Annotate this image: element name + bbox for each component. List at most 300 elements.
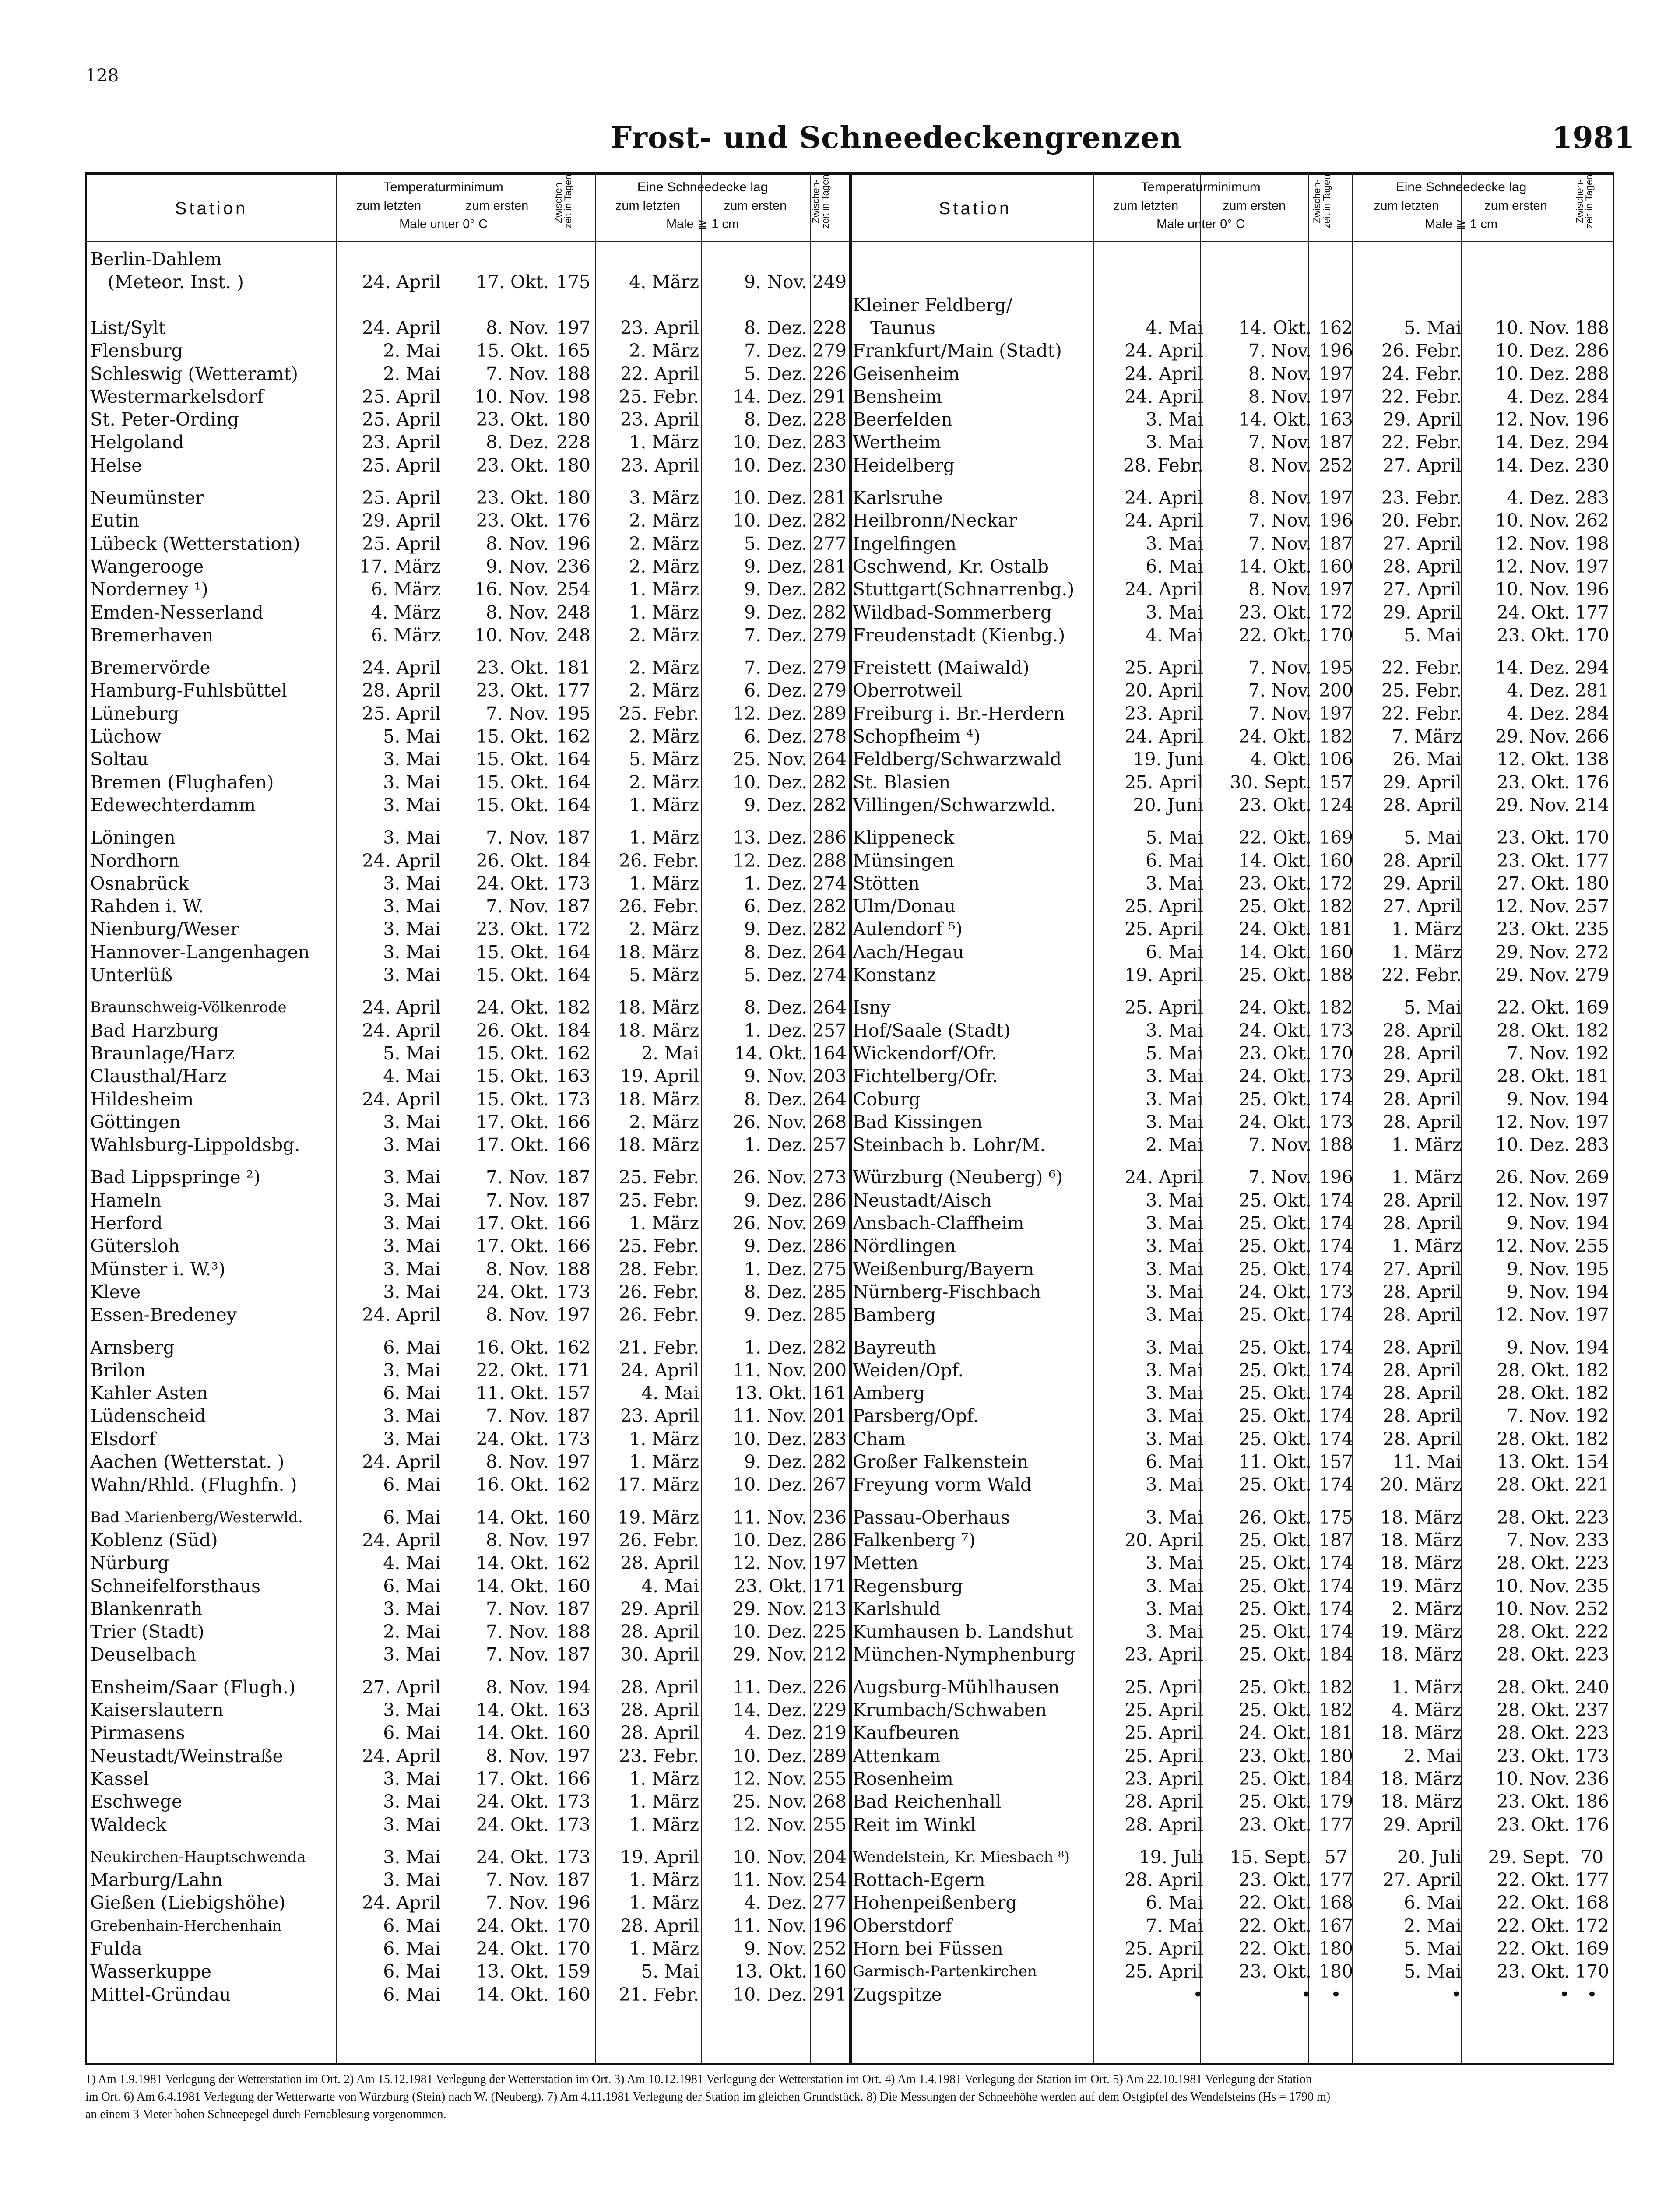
cell-y: 225 <box>812 1621 847 1643</box>
cell-a: 3. Mai <box>1146 1020 1203 1041</box>
station-name: Berlin-Dahlem <box>90 249 222 270</box>
footnotes <box>85 2071 1614 2123</box>
cell-y: 176 <box>1575 1814 1610 1835</box>
cell-c: 30. April <box>620 1644 699 1665</box>
cell-d: 11. Dez. <box>732 1676 807 1698</box>
cell-a: 3. Mai <box>383 1768 441 1789</box>
station-name: Freiburg i. Br.-Herdern <box>853 703 1065 724</box>
cell-y: 279 <box>812 657 847 679</box>
cell-z: 160 <box>1318 850 1353 871</box>
cell-c: 2. März <box>629 556 699 577</box>
cell-b: 8. Nov. <box>1248 386 1311 407</box>
station-name: Metten <box>853 1552 918 1574</box>
cell-a: 6. Mai <box>383 1575 441 1597</box>
cell-b: 24. Okt. <box>476 1814 549 1835</box>
cell-z: 166 <box>556 1111 591 1133</box>
cell-a: 25. April <box>1125 657 1203 679</box>
cell-z: 173 <box>556 1791 591 1812</box>
cell-a: 25. April <box>1125 1676 1203 1698</box>
cell-z: 172 <box>1318 602 1353 623</box>
cell-b: 17. Okt. <box>476 1235 549 1257</box>
station-name: St. Peter-Ording <box>90 409 239 430</box>
cell-d: 12. Nov. <box>1495 1111 1570 1133</box>
station-name: Kahler Asten <box>90 1383 208 1404</box>
cell-y: 170 <box>1575 1961 1610 1982</box>
cell-a: 4. Mai <box>1146 317 1203 338</box>
cell-c: 27. April <box>1383 533 1462 554</box>
cell-y: 257 <box>812 1020 847 1041</box>
cell-c: 1. März <box>629 1892 699 1914</box>
cell-b: 7. Nov. <box>1248 657 1311 679</box>
cell-a: 25. April <box>362 409 441 430</box>
cell-b: 7. Nov. <box>485 1190 549 1211</box>
cell-y: 223 <box>1575 1644 1610 1665</box>
station-name: Marburg/Lahn <box>90 1869 223 1891</box>
cell-a: 25. April <box>1125 1938 1203 1959</box>
cell-c: 1. März <box>629 579 699 600</box>
cell-z: 181 <box>1318 919 1353 940</box>
cell-d: 29. Nov. <box>1495 726 1570 747</box>
cell-a: 7. Mai <box>1146 1915 1203 1936</box>
cell-a: 25. April <box>362 386 441 407</box>
cell-z: 187 <box>556 1190 591 1211</box>
cell-z: 174 <box>1318 1190 1353 1211</box>
station-name: Fichtelberg/Ofr. <box>853 1066 998 1087</box>
cell-y: 194 <box>1575 1088 1610 1110</box>
cell-c: 29. April <box>1383 873 1462 894</box>
cell-d: 23. Okt. <box>1497 1814 1570 1835</box>
cell-z: 170 <box>1318 1042 1353 1064</box>
cell-a: 25. April <box>1125 771 1203 793</box>
cell-z: 197 <box>556 1529 591 1551</box>
cell-a: 6. Mai <box>1146 556 1203 577</box>
cell-d: 12. Okt. <box>1497 749 1570 770</box>
cell-c: 2. Mai <box>641 1042 699 1064</box>
cell-b: 7. Nov. <box>485 1621 549 1643</box>
cell-a: 24. April <box>362 997 441 1018</box>
cell-y: 214 <box>1575 794 1610 816</box>
cell-d: 7. Dez. <box>744 340 807 362</box>
cell-y: 197 <box>1575 556 1610 577</box>
station-name: Stuttgart(Schnarrenbg.) <box>853 579 1075 600</box>
cell-d: 23. Okt. <box>1497 919 1570 940</box>
cell-a: 3. Mai <box>383 1869 441 1891</box>
cell-b: 23. Okt. <box>1238 1961 1311 1982</box>
cell-z: 187 <box>1318 432 1353 453</box>
station-name: Ulm/Donau <box>853 896 956 917</box>
cell-b: 15. Okt. <box>476 1088 549 1110</box>
cell-a: 24. April <box>1125 487 1203 508</box>
cell-d: 9. Dez. <box>744 919 807 940</box>
cell-a: 6. Mai <box>383 1474 441 1496</box>
cell-a: 20. April <box>1125 680 1203 701</box>
cell-y: 286 <box>812 1529 847 1551</box>
cell-a: 3. Mai <box>1146 1235 1203 1257</box>
cell-y: 282 <box>812 510 847 531</box>
cell-d: 28. Okt. <box>1497 1359 1570 1381</box>
cell-y: 160 <box>812 1961 847 1982</box>
cell-a: 19. Juni <box>1133 749 1203 770</box>
cell-b: 7. Nov. <box>1248 703 1311 724</box>
cell-z: 254 <box>556 579 591 600</box>
cell-y: 182 <box>1575 1020 1610 1041</box>
cell-a: 3. Mai <box>383 1111 441 1133</box>
cell-d: 8. Dez. <box>744 1088 807 1110</box>
cell-d: 9. Nov. <box>744 271 807 293</box>
cell-c: • <box>1451 1984 1462 2005</box>
cell-y: 219 <box>812 1722 847 1744</box>
cell-c: 3. März <box>629 487 699 508</box>
cell-a: 3. Mai <box>383 1359 441 1381</box>
station-name: Taunus <box>870 317 935 338</box>
cell-z: 172 <box>556 919 591 940</box>
cell-d: 9. Nov. <box>1506 1213 1570 1234</box>
station-name: Hildesheim <box>90 1088 194 1110</box>
cell-a: 3. Mai <box>383 771 441 793</box>
cell-d: 10. Dez. <box>732 1621 807 1643</box>
cell-d: 1. Dez. <box>744 873 807 894</box>
cell-y: 279 <box>812 680 847 701</box>
cell-a: 3. Mai <box>1146 1474 1203 1496</box>
cell-y: • <box>1586 1984 1598 2005</box>
cell-a: 6. Mai <box>383 1915 441 1936</box>
cell-y: 255 <box>1575 1235 1610 1257</box>
cell-c: 27. April <box>1383 896 1462 917</box>
cell-d: 23. Okt. <box>1497 771 1570 793</box>
cell-c: 20. Febr. <box>1381 510 1462 531</box>
cell-b: 24. Okt. <box>1238 1722 1311 1744</box>
cell-d: 10. Nov. <box>1495 1768 1570 1789</box>
cell-z: 174 <box>1318 1598 1353 1619</box>
cell-d: 7. Nov. <box>1506 1529 1570 1551</box>
cell-y: 195 <box>1575 1258 1610 1280</box>
cell-a: 2. Mai <box>383 340 441 362</box>
cell-z: 162 <box>556 1552 591 1574</box>
cell-y: 200 <box>812 1359 847 1381</box>
cell-y: 226 <box>812 363 847 384</box>
cell-c: 1. März <box>629 794 699 816</box>
cell-a: 4. Mai <box>383 1552 441 1574</box>
cell-y: 228 <box>812 317 847 338</box>
station-name: Eutin <box>90 510 140 531</box>
cell-y: 169 <box>1575 997 1610 1018</box>
cell-z: 197 <box>1318 386 1353 407</box>
cell-a: 6. Mai <box>383 1984 441 2005</box>
cell-d: • <box>1559 1984 1570 2005</box>
cell-z: 187 <box>556 827 591 848</box>
cell-b: 7. Nov. <box>485 703 549 724</box>
cell-a: 19. Juli <box>1139 1846 1203 1868</box>
cell-a: 3. Mai <box>383 749 441 770</box>
station-name: Lübeck (Wetterstation) <box>90 533 300 554</box>
cell-a: 24. April <box>362 1529 441 1551</box>
cell-y: 237 <box>1575 1700 1610 1721</box>
cell-d: 26. Nov. <box>1495 1167 1570 1188</box>
station-name: Bensheim <box>853 386 942 407</box>
cell-c: 2. März <box>629 533 699 554</box>
cell-z: 198 <box>556 386 591 407</box>
cell-c: 23. April <box>620 317 699 338</box>
station-name: Westermarkelsdorf <box>90 386 264 407</box>
cell-b: 14. Okt. <box>1238 317 1311 338</box>
cell-z: 187 <box>1318 1529 1353 1551</box>
cell-b: 24. Okt. <box>1238 919 1311 940</box>
cell-z: 182 <box>1318 997 1353 1018</box>
cell-z: • <box>1330 1984 1342 2005</box>
cell-d: 14. Dez. <box>1495 432 1570 453</box>
cell-y: 223 <box>1575 1552 1610 1574</box>
cell-z: 177 <box>1318 1814 1353 1835</box>
cell-a: 4. März <box>371 602 441 623</box>
cell-a: 3. Mai <box>383 873 441 894</box>
cell-b: 14. Okt. <box>1238 409 1311 430</box>
header-temp-group-right: Temperaturminimum <box>1141 180 1261 194</box>
cell-c: 22. April <box>620 363 699 384</box>
cell-b: 22. Okt. <box>1238 827 1311 848</box>
cell-d: 25. Nov. <box>732 1791 807 1812</box>
header-snow-sub-left: Male ≧ 1 cm <box>666 217 739 231</box>
cell-z: 174 <box>1318 1088 1353 1110</box>
cell-z: 187 <box>556 1167 591 1188</box>
cell-b: 23. Okt. <box>1238 873 1311 894</box>
station-name: Kleiner Feldberg/ <box>853 294 1012 316</box>
cell-b: 25. Okt. <box>1238 1213 1311 1234</box>
cell-d: 10. Nov. <box>1495 579 1570 600</box>
cell-b: 14. Okt. <box>1238 941 1311 963</box>
cell-c: 5. Mai <box>1404 827 1462 848</box>
cell-a: 28. April <box>1125 1814 1203 1835</box>
cell-c: 29. April <box>1383 771 1462 793</box>
cell-d: 28. Okt. <box>1497 1020 1570 1041</box>
cell-a: 3. Mai <box>1146 1337 1203 1358</box>
cell-y: 249 <box>812 271 847 293</box>
cell-b: 7. Nov. <box>1248 432 1311 453</box>
cell-y: 226 <box>812 1676 847 1698</box>
cell-a: 24. April <box>1125 579 1203 600</box>
cell-b: 8. Nov. <box>485 317 549 338</box>
cell-d: 10. Dez. <box>732 432 807 453</box>
cell-c: 27. April <box>1383 1869 1462 1891</box>
station-name: Heidelberg <box>853 454 955 476</box>
cell-y: 277 <box>812 533 847 554</box>
cell-z: 162 <box>556 1042 591 1064</box>
cell-b: 4. Okt. <box>1250 749 1311 770</box>
station-name: Reit im Winkl <box>853 1814 976 1835</box>
cell-a: 3. Mai <box>383 1258 441 1280</box>
cell-y: 285 <box>812 1281 847 1302</box>
cell-b: 15. Okt. <box>476 794 549 816</box>
cell-d: 27. Okt. <box>1497 873 1570 894</box>
cell-d: 28. Okt. <box>1497 1621 1570 1643</box>
cell-y: 269 <box>812 1213 847 1234</box>
cell-z: 162 <box>556 1337 591 1358</box>
cell-z: 248 <box>556 602 591 623</box>
cell-a: 24. April <box>362 271 441 293</box>
cell-a: 3. Mai <box>383 1213 441 1234</box>
cell-a: 6. Mai <box>1146 1451 1203 1472</box>
cell-d: 22. Okt. <box>1497 1938 1570 1959</box>
cell-d: 23. Okt. <box>734 1575 807 1597</box>
cell-d: 13. Okt. <box>734 1383 807 1404</box>
cell-y: 257 <box>1575 896 1610 917</box>
cell-d: 26. Nov. <box>732 1167 807 1188</box>
cell-y: 169 <box>1575 1938 1610 1959</box>
cell-y: 255 <box>812 1768 847 1789</box>
cell-z: 195 <box>1318 657 1353 679</box>
cell-z: 166 <box>556 1768 591 1789</box>
cell-z: 173 <box>1318 1281 1353 1302</box>
cell-z: 164 <box>556 771 591 793</box>
station-name: Norderney ¹) <box>90 579 208 600</box>
header-temp-last-left: zum letzten <box>356 199 422 213</box>
cell-c: 18. März <box>618 1134 699 1156</box>
station-name: Schopfheim ⁴) <box>853 726 981 747</box>
station-name: Bremervörde <box>90 657 211 679</box>
cell-c: 1. März <box>629 1791 699 1812</box>
cell-b: 8. Nov. <box>485 1745 549 1767</box>
cell-z: 197 <box>1318 703 1353 724</box>
cell-z: 167 <box>1318 1915 1353 1936</box>
cell-b: 9. Nov. <box>485 556 549 577</box>
cell-b: 7. Nov. <box>485 363 549 384</box>
cell-y: 233 <box>1575 1529 1610 1551</box>
data-table <box>85 172 1614 2065</box>
cell-b: 30. Sept. <box>1230 771 1311 793</box>
cell-b: 26. Okt. <box>476 850 549 871</box>
station-name: Kaiserslautern <box>90 1700 224 1721</box>
cell-c: 26. Febr. <box>1381 340 1462 362</box>
cell-d: 9. Dez. <box>744 1451 807 1472</box>
cell-d: 28. Okt. <box>1497 1700 1570 1721</box>
cell-y: 192 <box>1575 1042 1610 1064</box>
station-name: Bad Reichenhall <box>853 1791 1002 1812</box>
cell-c: 25. Febr. <box>619 386 699 407</box>
cell-c: 18. März <box>1380 1791 1462 1812</box>
cell-c: 5. Mai <box>1404 317 1462 338</box>
cell-b: 7. Nov. <box>1248 680 1311 701</box>
cell-c: 1. März <box>1392 1134 1462 1156</box>
station-name: Nordhorn <box>90 850 179 871</box>
cell-b: 11. Okt. <box>476 1383 549 1404</box>
cell-y: 282 <box>812 919 847 940</box>
cell-y: 284 <box>1575 703 1610 724</box>
cell-a: 4. Mai <box>1146 624 1203 646</box>
station-name: Münsingen <box>853 850 955 871</box>
cell-y: 222 <box>1575 1621 1610 1643</box>
station-name: Frankfurt/Main (Stadt) <box>853 340 1062 362</box>
cell-b: 14. Okt. <box>476 1552 549 1574</box>
cell-z: 181 <box>1318 1722 1353 1744</box>
cell-a: 24. April <box>1125 386 1203 407</box>
cell-b: 7. Nov. <box>1248 340 1311 362</box>
station-name: Deuselbach <box>90 1644 197 1665</box>
cell-a: 3. Mai <box>1146 873 1203 894</box>
cell-b: 8. Nov. <box>485 1529 549 1551</box>
header-snow-group-left: Eine Schneedecke lag <box>637 180 768 194</box>
cell-z: 180 <box>1318 1938 1353 1959</box>
cell-a: 6. Mai <box>383 1722 441 1744</box>
cell-d: 10. Dez. <box>732 1428 807 1450</box>
cell-d: 28. Okt. <box>1497 1644 1570 1665</box>
cell-c: 18. März <box>1380 1768 1462 1789</box>
cell-y: 230 <box>812 454 847 476</box>
cell-c: 1. März <box>629 1428 699 1450</box>
cell-b: 25. Okt. <box>1238 1474 1311 1496</box>
cell-b: 14. Okt. <box>1238 556 1311 577</box>
station-name: Wildbad-Sommerberg <box>853 602 1052 623</box>
cell-a: 27. April <box>362 1676 441 1698</box>
cell-z: 160 <box>556 1506 591 1528</box>
station-name: Blankenrath <box>90 1598 203 1619</box>
cell-c: 1. März <box>1392 1235 1462 1257</box>
cell-a: 25. April <box>1125 896 1203 917</box>
cell-b: 23. Okt. <box>1238 1869 1311 1891</box>
cell-c: 25. Febr. <box>1381 680 1462 701</box>
cell-c: 1. März <box>629 1814 699 1835</box>
cell-a: 3. Mai <box>383 1791 441 1812</box>
cell-b: 7. Nov. <box>485 1598 549 1619</box>
cell-c: 23. Febr. <box>1381 487 1462 508</box>
header-temp-sub-right: Male unter 0° C <box>1156 217 1245 231</box>
cell-a: 25. April <box>362 533 441 554</box>
station-name: St. Blasien <box>853 771 951 793</box>
cell-c: 22. Febr. <box>1381 964 1462 985</box>
station-name: Bayreuth <box>853 1337 936 1358</box>
station-name: Heilbronn/Neckar <box>853 510 1017 531</box>
cell-a: 3. Mai <box>383 1235 441 1257</box>
cell-z: 172 <box>1318 873 1353 894</box>
cell-z: 170 <box>556 1938 591 1959</box>
cell-y: 288 <box>812 850 847 871</box>
cell-d: 8. Dez. <box>744 409 807 430</box>
cell-b: 22. Okt. <box>1238 1892 1311 1914</box>
cell-z: 197 <box>1318 363 1353 384</box>
cell-d: 8. Dez. <box>744 941 807 963</box>
cell-z: 182 <box>1318 1676 1353 1698</box>
cell-a: 3. Mai <box>383 1644 441 1665</box>
cell-c: 23. April <box>620 409 699 430</box>
cell-b: 7. Nov. <box>485 1405 549 1427</box>
cell-c: 27. April <box>1383 579 1462 600</box>
cell-y: 252 <box>1575 1598 1610 1619</box>
station-name: Trier (Stadt) <box>90 1621 204 1643</box>
cell-c: 2. Mai <box>1404 1745 1462 1767</box>
cell-c: 25. Febr. <box>619 703 699 724</box>
cell-b: • <box>1300 1984 1311 2005</box>
cell-a: 3. Mai <box>1146 1621 1203 1643</box>
cell-a: 24. April <box>1125 726 1203 747</box>
cell-d: 9. Nov. <box>1506 1088 1570 1110</box>
cell-y: 213 <box>812 1598 847 1619</box>
cell-z: 181 <box>556 657 591 679</box>
cell-b: 8. Nov. <box>485 1304 549 1326</box>
cell-c: 5. Mai <box>641 1961 699 1982</box>
cell-d: 9. Nov. <box>744 1938 807 1959</box>
cell-b: 16. Nov. <box>474 579 549 600</box>
station-name: Wasserkuppe <box>90 1961 211 1982</box>
cell-y: 252 <box>812 1938 847 1959</box>
cell-c: 28. April <box>1383 556 1462 577</box>
cell-d: 29. Nov. <box>732 1644 807 1665</box>
cell-c: 25. Febr. <box>619 1235 699 1257</box>
cell-d: 1. Dez. <box>744 1020 807 1041</box>
cell-c: 5. Mai <box>1404 624 1462 646</box>
cell-z: 180 <box>556 409 591 430</box>
cell-z: 177 <box>556 680 591 701</box>
cell-z: 162 <box>556 726 591 747</box>
cell-a: 25. April <box>1125 1745 1203 1767</box>
station-name: Regensburg <box>853 1575 963 1597</box>
